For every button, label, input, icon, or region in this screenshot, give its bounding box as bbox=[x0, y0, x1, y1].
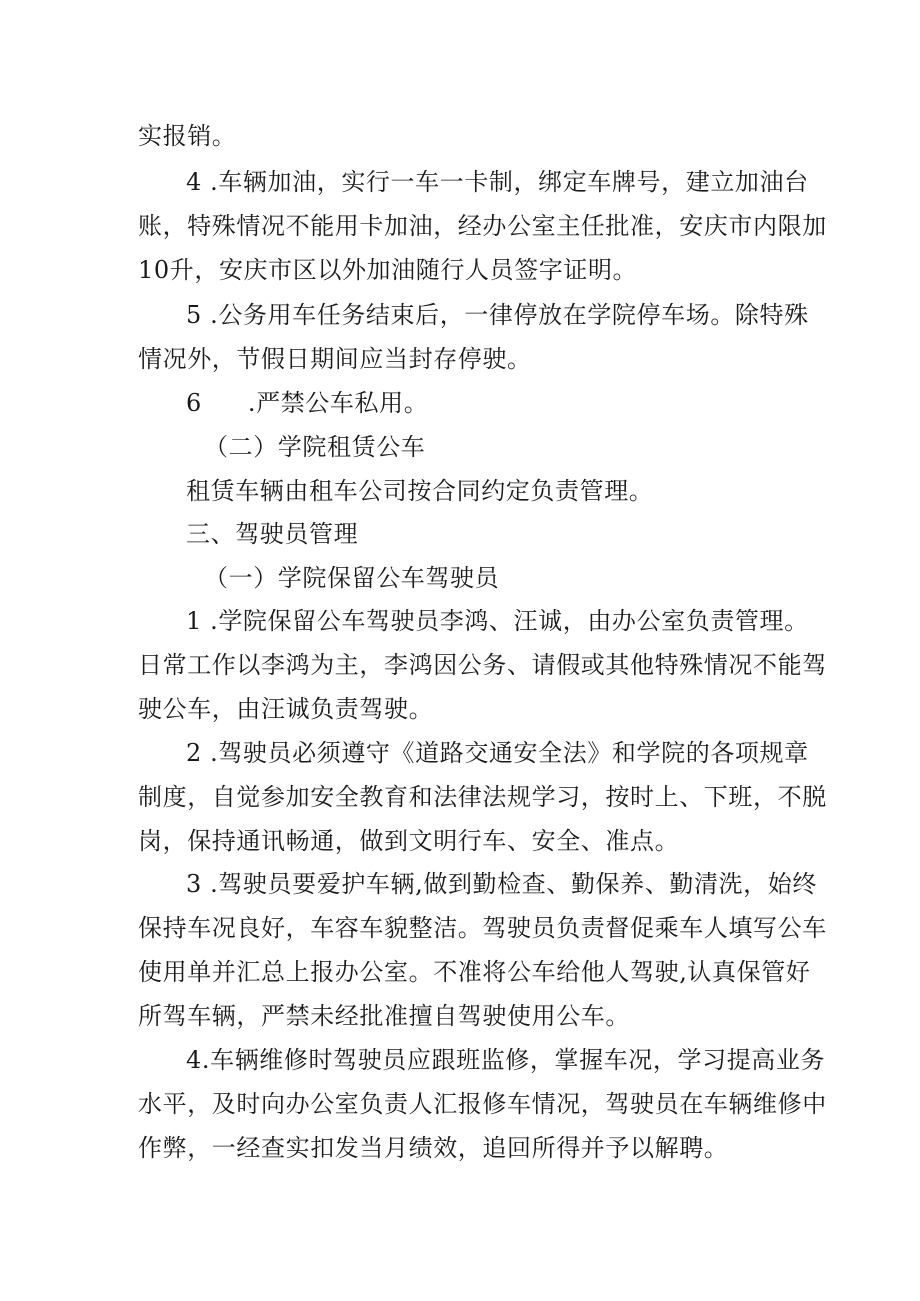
section-heading: （二）学院租赁公车 bbox=[204, 433, 426, 461]
text-line: 情况外，节假日期间应当封存停驶。 bbox=[138, 345, 532, 373]
text-line: 作弊，一经查实扣发当月绩效，追回所得并予以解聘。 bbox=[138, 1134, 729, 1162]
text-line: 驶公车，由汪诚负责驾驶。 bbox=[138, 695, 434, 723]
text-line: 4.车辆维修时驾驶员应跟班监修，掌握车况，学习提高业务 bbox=[186, 1046, 826, 1074]
text-line: 保持车况良好，车容车貌整洁。驾驶员负责督促乘车人填写公车 bbox=[138, 914, 827, 942]
text-line: 租赁车辆由租车公司按合同约定负责管理。 bbox=[186, 477, 654, 505]
text-line: 水平，及时向办公室负责人汇报修车情况，驾驶员在车辆维修中 bbox=[138, 1090, 827, 1118]
text-line: 实报销。 bbox=[138, 122, 237, 150]
text-line: 3 .驾驶员要爱护车辆,做到勤检查、勤保养、勤清洗，始终 bbox=[186, 870, 817, 898]
text-line: 10升，安庆市区以外加油随行人员签字证明。 bbox=[138, 256, 638, 284]
text-line: 4 .车辆加油，实行一车一卡制，绑定车牌号，建立加油台 bbox=[186, 168, 809, 196]
text-line: 所驾车辆，严禁未经批准擅自驾驶使用公车。 bbox=[138, 1002, 630, 1030]
text-line: 日常工作以李鸿为主，李鸿因公务、请假或其他特殊情况不能驾 bbox=[138, 651, 827, 679]
text-line: 2 .驾驶员必须遵守《道路交通安全法》和学院的各项规章 bbox=[186, 739, 809, 767]
item-text: .严禁公车私用。 bbox=[247, 389, 429, 417]
chapter-heading: 三、驾驶员管理 bbox=[186, 520, 359, 548]
text-line: 5 .公务用车任务结束后，一律停放在学院停车场。除特殊 bbox=[186, 301, 809, 329]
text-line: 使用单并汇总上报办公室。不准将公车给他人驾驶,认真保管好 bbox=[138, 958, 811, 986]
text-line: 制度，自觉参加安全教育和法律法规学习，按时上、下班，不脱 bbox=[138, 783, 827, 811]
item-number: 6 bbox=[186, 389, 202, 417]
text-line: 1 .学院保留公车驾驶员李鸿、汪诚，由办公室负责管理。 bbox=[186, 607, 809, 635]
text-line: 岗，保持通讯畅通，做到文明行车、安全、准点。 bbox=[138, 827, 680, 855]
section-heading: （一）学院保留公车驾驶员 bbox=[204, 564, 500, 592]
text-line: 账，特殊情况不能用卡加油，经办公室主任批准，安庆市内限加 bbox=[138, 212, 827, 240]
item-six-line bbox=[186, 383, 428, 423]
